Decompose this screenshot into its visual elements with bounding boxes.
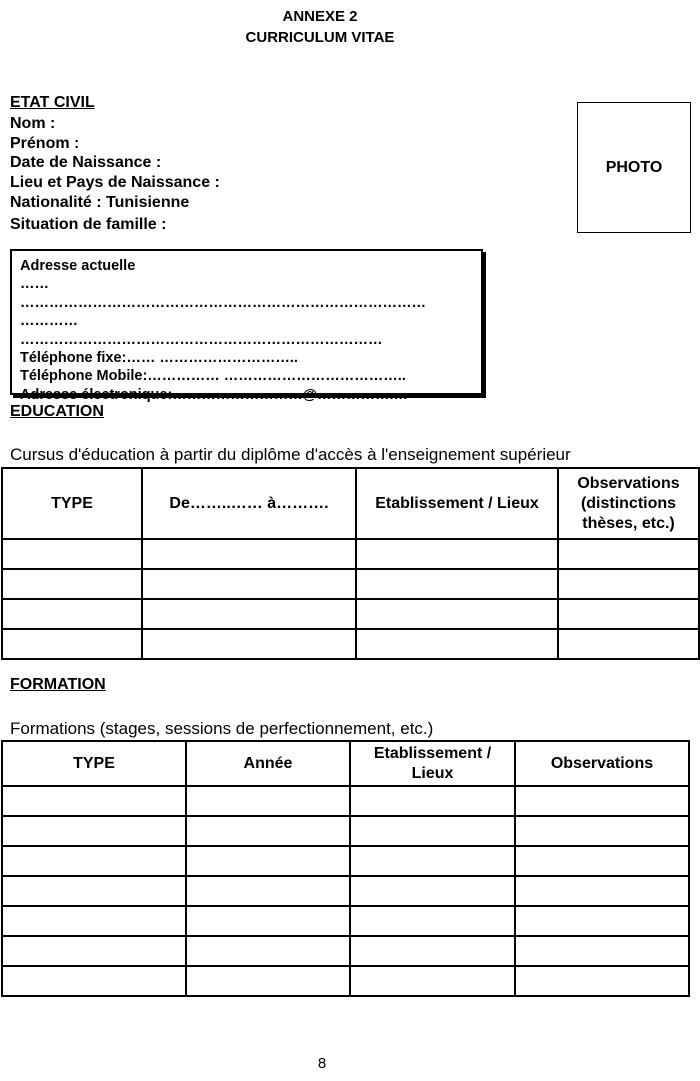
table-cell[interactable] bbox=[2, 846, 186, 876]
table-row bbox=[2, 846, 689, 876]
annex-label: ANNEXE 2 bbox=[282, 8, 358, 25]
education-table bbox=[1, 467, 700, 660]
table-row bbox=[2, 906, 689, 936]
table-cell[interactable] bbox=[186, 906, 350, 936]
table-row bbox=[2, 936, 689, 966]
table-row bbox=[2, 876, 689, 906]
lieu-naissance-field-label: Lieu et Pays de Naissance : bbox=[10, 174, 220, 191]
table-row bbox=[2, 599, 699, 629]
column-header: Observations bbox=[515, 741, 689, 786]
formation-table bbox=[1, 740, 690, 997]
table-cell[interactable] bbox=[558, 629, 699, 659]
table-cell[interactable] bbox=[350, 816, 515, 846]
table-cell[interactable] bbox=[515, 966, 689, 996]
table-cell[interactable] bbox=[515, 936, 689, 966]
nationalite-field-label: Nationalité : Tunisienne bbox=[10, 194, 190, 211]
table-cell[interactable] bbox=[2, 816, 186, 846]
table-cell[interactable] bbox=[2, 539, 142, 569]
table-cell[interactable] bbox=[350, 876, 515, 906]
table-cell[interactable] bbox=[186, 876, 350, 906]
address-dots-line: ………………………………………………………………………… bbox=[20, 294, 426, 311]
table-cell[interactable] bbox=[558, 569, 699, 599]
etat-civil-heading: ETAT CIVIL bbox=[10, 94, 95, 111]
table-cell[interactable] bbox=[142, 539, 356, 569]
table-cell[interactable] bbox=[2, 906, 186, 936]
telephone-fixe-label: Téléphone fixe:…… ……………………….. bbox=[20, 350, 298, 367]
table-cell[interactable] bbox=[356, 539, 558, 569]
column-header: De……..…… à………. bbox=[142, 468, 356, 539]
table-row bbox=[2, 816, 689, 846]
column-header: Etablissement / Lieux bbox=[350, 741, 515, 786]
address-dots-line: ………………………………………………………………… bbox=[20, 331, 383, 348]
table-cell[interactable] bbox=[350, 846, 515, 876]
table-cell[interactable] bbox=[186, 846, 350, 876]
table-cell[interactable] bbox=[2, 569, 142, 599]
table-cell[interactable] bbox=[142, 599, 356, 629]
table-cell[interactable] bbox=[515, 786, 689, 816]
table-cell[interactable] bbox=[2, 786, 186, 816]
education-subtitle: Cursus d'éducation à partir du diplôme d'accès à l'enseignement supérieur bbox=[10, 445, 571, 464]
table-cell[interactable] bbox=[515, 816, 689, 846]
table-row bbox=[2, 786, 689, 816]
table-cell[interactable] bbox=[142, 629, 356, 659]
table-cell[interactable] bbox=[558, 539, 699, 569]
table-cell[interactable] bbox=[350, 786, 515, 816]
table-row bbox=[2, 569, 699, 599]
table-cell[interactable] bbox=[350, 906, 515, 936]
page-number: 8 bbox=[317, 1055, 327, 1072]
table-cell[interactable] bbox=[186, 816, 350, 846]
formation-subtitle: Formations (stages, sessions de perfectionnement, etc.) bbox=[10, 719, 434, 738]
column-header: Etablissement / Lieux bbox=[356, 468, 558, 539]
photo-box bbox=[577, 102, 691, 233]
table-cell[interactable] bbox=[356, 629, 558, 659]
table-row bbox=[2, 539, 699, 569]
formation-heading: FORMATION bbox=[10, 676, 106, 693]
table-cell[interactable] bbox=[558, 599, 699, 629]
table-cell[interactable] bbox=[515, 876, 689, 906]
table-header-row bbox=[2, 468, 699, 539]
table-cell[interactable] bbox=[186, 966, 350, 996]
table-header-row bbox=[2, 741, 689, 786]
telephone-mobile-label: Téléphone Mobile:…………… ……………………………….. bbox=[20, 368, 406, 385]
adresse-electronique-label: Adresse électronique:………………………@…………….… bbox=[20, 386, 408, 403]
table-cell[interactable] bbox=[2, 966, 186, 996]
address-dots-line: …… bbox=[20, 276, 49, 293]
table-cell[interactable] bbox=[2, 599, 142, 629]
table-cell[interactable] bbox=[356, 569, 558, 599]
table-cell[interactable] bbox=[186, 786, 350, 816]
photo-label: PHOTO bbox=[605, 158, 663, 176]
education-heading: EDUCATION bbox=[10, 403, 104, 420]
table-cell[interactable] bbox=[515, 846, 689, 876]
nom-field-label: Nom : bbox=[10, 115, 56, 132]
situation-famille-field-label: Situation de famille : bbox=[10, 216, 167, 233]
table-cell[interactable] bbox=[350, 936, 515, 966]
column-header: Année bbox=[186, 741, 350, 786]
table-cell[interactable] bbox=[2, 629, 142, 659]
table-cell[interactable] bbox=[186, 936, 350, 966]
table-row bbox=[2, 966, 689, 996]
table-cell[interactable] bbox=[2, 876, 186, 906]
prenom-field-label: Prénom : bbox=[10, 135, 80, 152]
adresse-actuelle-label: Adresse actuelle bbox=[20, 258, 136, 274]
table-cell[interactable] bbox=[515, 906, 689, 936]
table-cell[interactable] bbox=[350, 966, 515, 996]
table-cell[interactable] bbox=[356, 599, 558, 629]
column-header: TYPE bbox=[2, 741, 186, 786]
table-cell[interactable] bbox=[142, 569, 356, 599]
document-title: CURRICULUM VITAE bbox=[245, 29, 395, 46]
table-cell[interactable] bbox=[2, 936, 186, 966]
address-box bbox=[10, 249, 483, 403]
table-row bbox=[2, 629, 699, 659]
column-header: Observations (distinctions thèses, etc.) bbox=[558, 468, 699, 539]
address-dots-line: ………… bbox=[20, 313, 78, 330]
column-header: TYPE bbox=[2, 468, 142, 539]
date-naissance-field-label: Date de Naissance : bbox=[10, 154, 162, 171]
